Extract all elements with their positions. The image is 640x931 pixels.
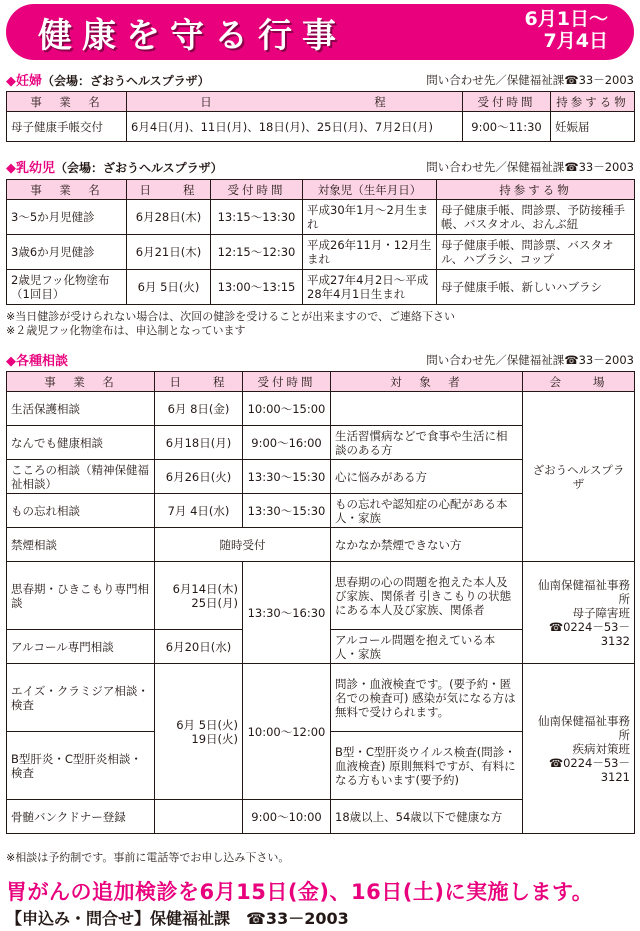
infant-section-header [6,157,634,175]
consult-note: ※相談は予約制です。事前に電話等でお申し込み下さい。 [6,851,290,864]
table-row: 禁煙相談 随時受付 なかなか禁煙できない方 [7,528,635,562]
table-header-row: 事 業 名 日 程 受付時間 対象児（生年月日） 持参する物 [7,180,635,200]
table-row: 生活保護相談 6月 8日(金) 10:00～15:00 ざおうヘルスプラザ [7,392,635,426]
table-header-row: 事 業 名 日 程 受付時間 対 象 者 会 場 [7,372,635,392]
table-header-row: 事 業 名 日 程 受付時間 持参する物 [7,92,635,112]
table-row: アルコール専門相談 6月20日(水) アルコール問題を抱えている本人・家族 [7,630,635,664]
consult-section-header [6,350,634,368]
consult-table [6,371,635,834]
pregnant-section-header [6,70,634,88]
footer-contact: 【申込み・問合せ】保健福祉課 ☎33－2003 [6,909,349,928]
table-row: なんでも健康相談 6月18日(月) 9:00～16:00 生活習慣病などで食事や生活に相談のある方 [7,426,635,460]
pregnant-table [6,91,635,142]
table-row: エイズ・クラミジア相談・検査 6月 5日(火) 19日(火) 10:00～12:00 問診・血液検査です。(要予約・匿名での検査可) 感染が気になる方は無料で受けられます。 仙南保健福祉事務所 疾病対策班 ☎0224－53－3121 [7,664,635,732]
table-row: こころの相談（精神保健福祉相談） 6月26日(火) 13:30～15:30 心に悩みがある方 [7,460,635,494]
section-title-pregnant: ◆妊婦（会場：ざおうヘルスプラザ） [6,74,210,89]
table-row: 骨髄バンクドナー登録 9:00～10:00 18歳以上、54歳以下で健康な方 [7,800,635,834]
table-row: 2歳児フッ化物塗布（1回目） 6月 5日(火) 13:00～13:15 平成27年4月2日～平成28年4月1日生まれ 母子健康手帳、新しいハブラシ [7,270,635,305]
page-title: 健康を守る行事 [38,16,346,56]
infant-notes: ※当日健診が受けられない場合は、次回の健診を受けることが出来ますので、ご連絡下さい ※２歳児フッ化物塗布は、申込制となっています [6,310,455,337]
table-row: 3～5か月児健診 6月28日(木) 13:15～13:30 平成30年1月～2月生まれ 母子健康手帳、問診票、予防接種手帳、バスタオル、おんぶ紐 [7,200,635,235]
table-row: もの忘れ相談 7月 4日(水) 13:30～15:30 もの忘れや認知症の心配がある本人・家族 [7,494,635,528]
infant-table [6,179,635,305]
contact-info: 問い合わせ先／保健福祉課☎33－2003 [426,353,634,367]
table-row: B型肝炎・C型肝炎相談・検査 B型・C型肝炎ウイルス検査(問診・血液検査) 原則無料ですが、有料になる方もいます(要予約) [7,732,635,800]
contact-info: 問い合わせ先／保健福祉課☎33－2003 [426,73,634,87]
contact-info: 問い合わせ先／保健福祉課☎33－2003 [426,160,634,174]
section-title-infant: ◆乳幼児（会場：ざおうヘルスプラザ） [6,161,223,176]
venue-senan-boshi: 仙南保健福祉事務所 母子障害班 ☎0224－53－3132 [523,562,635,664]
venue-senan-shippei: 仙南保健福祉事務所 疾病対策班 ☎0224－53－3121 [523,664,635,834]
header-banner [6,4,634,60]
event-period: 6月1日～ 7月4日 [524,8,608,52]
table-row: 3歳6か月児健診 6月21日(木) 12:15～12:30 平成26年11月・12月生まれ 母子健康手帳、問診票、バスタオル、ハブラシ、コップ [7,235,635,270]
stomach-cancer-notice: 胃がんの追加検診を6月15日(金)、16日(土)に実施します。 [6,880,594,904]
table-row: 思春期・ひきこもり専門相談 6月14日(木) 25日(月) 13:30～16:30 思春期の心の問題を抱えた本人及び家族、関係者 引きこもりの状態にある本人及び家族、関係者 仙南保健福祉事務所 母子障害班 ☎0224－53－3132 [7,562,635,630]
section-title-consult: ◆各種相談 [6,354,68,369]
table-row: 母子健康手帳交付 6月4日(月)、11日(月)、18日(月)、25日(月)、7月2日(月) 9:00～11:30 妊娠届 [7,112,635,142]
